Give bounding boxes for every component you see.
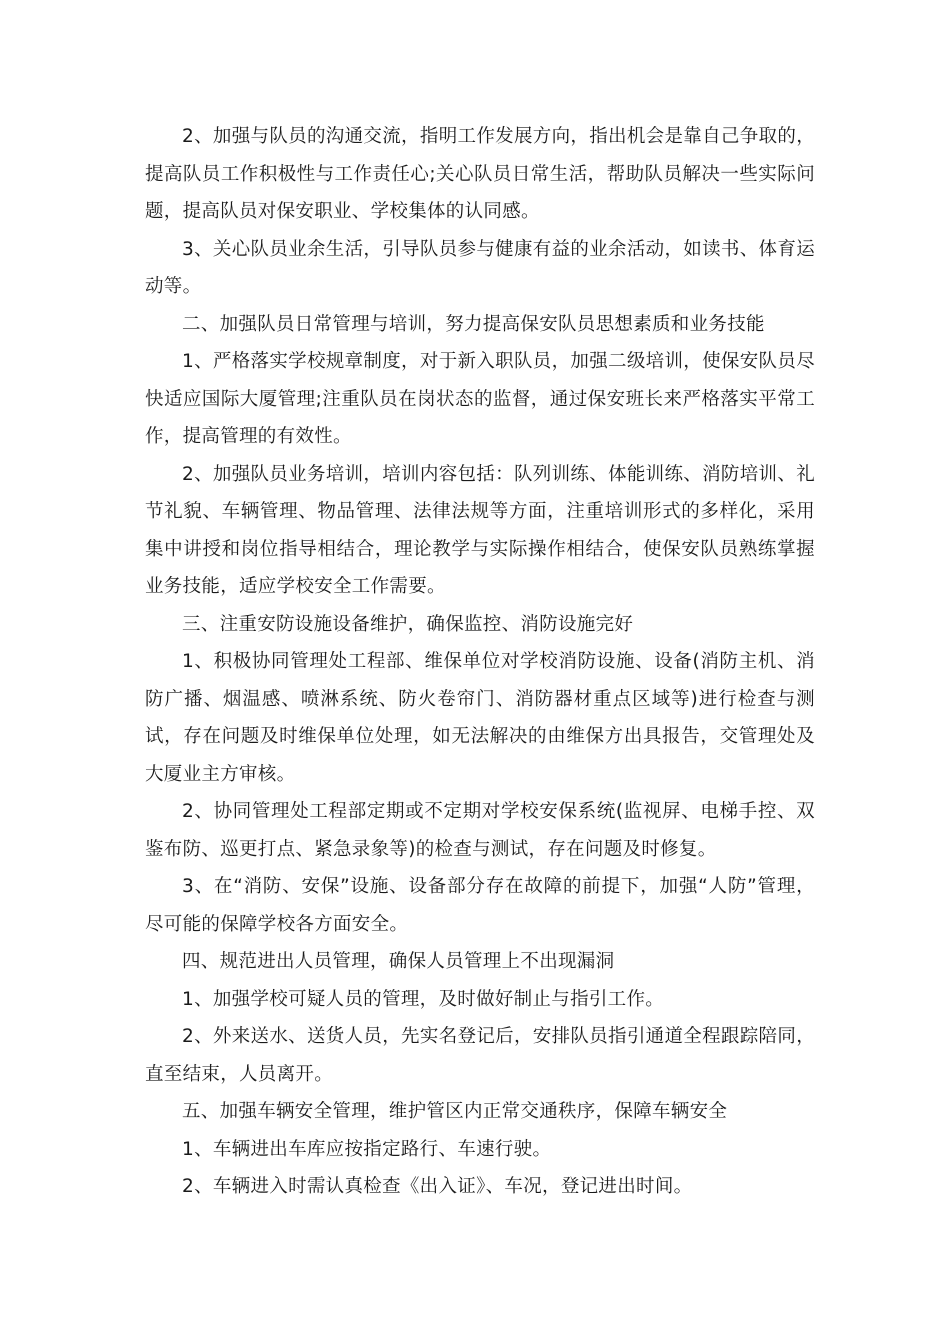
document-body — [145, 118, 815, 1206]
paragraph-9: 2、外来送水、送货人员，先实名登记后，安排队员指引通道全程跟踪陪同，直至结束，人员离开。 — [145, 1026, 815, 1085]
paragraph-5: 1、积极协同管理处工程部、维保单位对学校消防设施、设备(消防主机、消防广播、烟温感、喷淋系统、防火卷帘门、消防器材重点区域等)进行检查与测试，存在问题及时维保单位处理，如无法解决的由维保方出具报告，交管理处及大厦业主方审核。 — [145, 651, 815, 785]
paragraph-8: 1、加强学校可疑人员的管理，及时做好制止与指引工作。 — [182, 988, 665, 1010]
paragraph-10: 1、车辆进出车库应按指定路行、车速行驶。 — [182, 1138, 552, 1160]
section-heading-5: 五、加强车辆安全管理，维护管区内正常交通秩序，保障车辆安全 — [182, 1101, 728, 1122]
paragraph-11: 2、车辆进入时需认真检查《出入证》、车况，登记进出时间。 — [182, 1176, 693, 1197]
paragraph-2: 3、关心队员业余生活，引导队员参与健康有益的业余活动，如读书、体育运动等。 — [145, 238, 815, 297]
paragraph-4: 2、加强队员业务培训，培训内容包括：队列训练、体能训练、消防培训、礼节礼貌、车辆管理、物品管理、法律法规等方面，注重培训形式的多样化，采用集中讲授和岗位指导相结合，理论教学与实际操作相结合，使保安队员熟练掌握业务技能，适应学校安全工作需要。 — [145, 463, 815, 597]
section-heading-4: 四、规范进出人员管理，确保人员管理上不出现漏洞 — [182, 951, 615, 972]
paragraph-7: 3、在“消防、安保”设施、设备部分存在故障的前提下，加强“人防”管理，尽可能的保障学校各方面安全。 — [145, 876, 815, 935]
paragraph-1: 2、加强与队员的沟通交流，指明工作发展方向，指出机会是靠自己争取的，提高队员工作积极性与工作责任心;关心队员日常生活，帮助队员解决一些实际问题，提高队员对保安职业、学校集体的认同感。 — [145, 126, 815, 222]
paragraph-6: 2、协同管理处工程部定期或不定期对学校安保系统(监视屏、电梯手控、双鉴布防、巡更打点、紧急录象等)的检查与测试，存在问题及时修复。 — [145, 801, 815, 860]
paragraph-3: 1、严格落实学校规章制度，对于新入职队员，加强二级培训，使保安队员尽快适应国际大厦管理;注重队员在岗状态的监督，通过保安班长来严格落实平常工作，提高管理的有效性。 — [145, 351, 815, 447]
section-heading-2: 二、加强队员日常管理与培训，努力提高保安队员思想素质和业务技能 — [182, 313, 765, 335]
section-heading-3: 三、注重安防设施设备维护，确保监控、消防设施完好 — [182, 613, 634, 635]
